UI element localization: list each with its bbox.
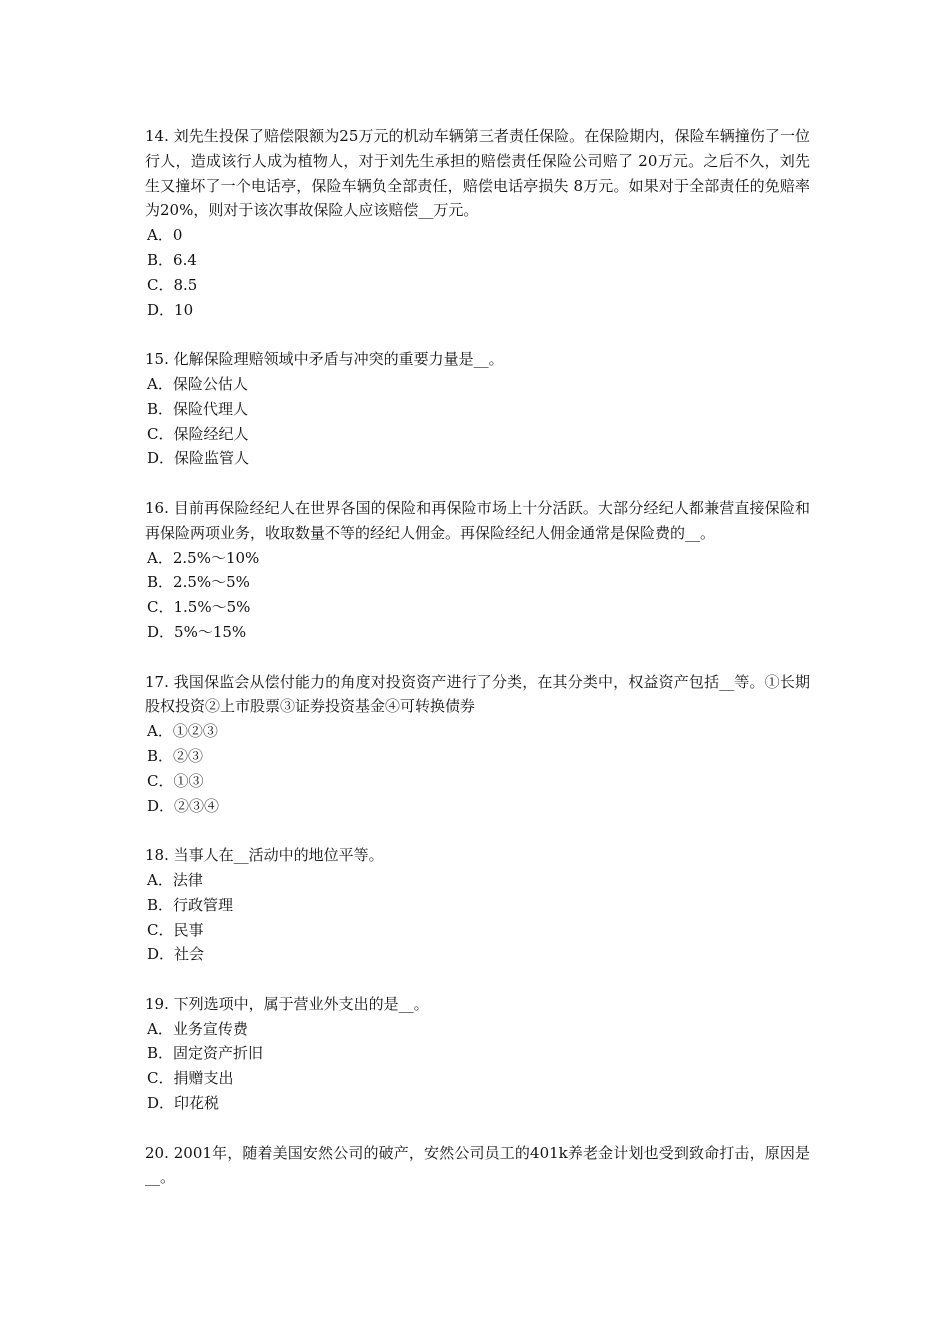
option-b: B．保险代理人 — [147, 399, 249, 418]
question-14 — [145, 124, 810, 322]
question-18 — [145, 843, 810, 967]
option-c: C．1.5%～5% — [147, 598, 251, 617]
option-b: B．固定资产折旧 — [147, 1044, 264, 1063]
option-c: C．捐赠支出 — [147, 1069, 234, 1088]
option-d: D．②③④ — [147, 796, 220, 815]
question-stem: 16. 目前再保险经纪人在世界各国的保险和再保险市场上十分活跃。大部分经纪人都兼营直接保险和再保险两项业务，收取数量不等的经纪人佣金。再保险经纪人佣金通常是保险费的__。 — [145, 498, 810, 542]
option-a: A．2.5%～10% — [147, 548, 260, 567]
question-stem: 18. 当事人在__活动中的地位平等。 — [145, 846, 384, 865]
question-stem: 19. 下列选项中，属于营业外支出的是__。 — [145, 994, 429, 1013]
question-stem: 15. 化解保险理赔领域中矛盾与冲突的重要力量是__。 — [145, 350, 504, 369]
option-b: B．6.4 — [147, 250, 197, 269]
option-a: A．0 — [147, 226, 183, 245]
option-a: A．法律 — [147, 870, 203, 889]
question-stem: 14. 刘先生投保了赔偿限额为25万元的机动车辆第三者责任保险。在保险期内，保险车辆撞伤了一位行人，造成该行人成为植物人，对于刘先生承担的赔偿责任保险公司赔了 20万元。之后不久，刘先生又撞坏了一个电话亭，保险车辆负全部责任，赔偿电话亭损失 8万元。如果对于全部责任的免赔率为20%，则对于该次事故保险人应该赔偿__万元。 — [145, 127, 810, 220]
question-stem: 17. 我国保监会从偿付能力的角度对投资资产进行了分类，在其分类中，权益资产包括__等。①长期股权投资②上市股票③证券投资基金④可转换债券 — [145, 672, 810, 716]
option-b: B．②③ — [147, 746, 204, 765]
question-19 — [145, 992, 810, 1116]
question-20 — [145, 1141, 810, 1191]
question-17 — [145, 670, 810, 819]
question-16 — [145, 496, 810, 645]
option-d: D．保险监管人 — [147, 449, 250, 468]
option-d: D．社会 — [147, 945, 205, 964]
option-b: B．行政管理 — [147, 895, 234, 914]
option-c: C．保险经纪人 — [147, 424, 249, 443]
option-d: D．10 — [147, 300, 194, 319]
option-a: A．①②③ — [147, 722, 218, 741]
option-c: C．①③ — [147, 771, 204, 790]
option-b: B．2.5%～5% — [147, 573, 250, 592]
option-d: D．5%～15% — [147, 622, 247, 641]
document-page — [145, 124, 810, 1215]
option-d: D．印花税 — [147, 1094, 220, 1113]
option-a: A．保险公估人 — [147, 374, 248, 393]
question-stem: 20. 2001年，随着美国安然公司的破产，安然公司员工的401k养老金计划也受到致命打击，原因是__。 — [145, 1143, 810, 1187]
question-15 — [145, 347, 810, 471]
option-c: C．民事 — [147, 920, 204, 939]
option-a: A．业务宣传费 — [147, 1019, 248, 1038]
option-c: C．8.5 — [147, 275, 198, 294]
